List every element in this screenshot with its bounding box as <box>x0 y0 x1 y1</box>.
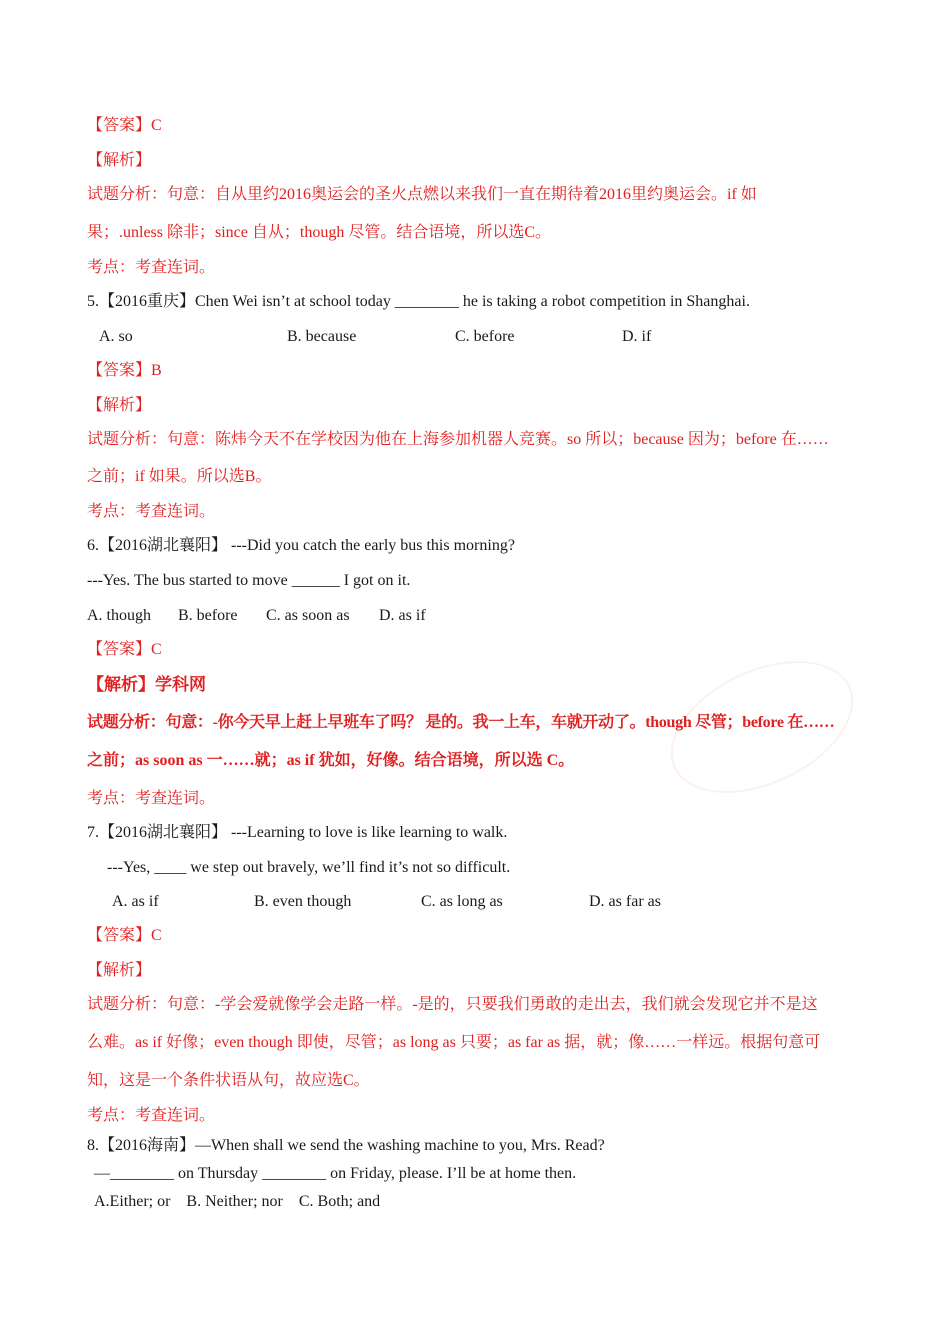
q5-answer: 【答案】B <box>87 362 162 379</box>
q6-analysis-line-2: 之前；as soon as 一……就；as if 犹如，好像。结合语境，所以选 C。 <box>87 752 575 769</box>
q6-analysis-line-1: 试题分析：句意：-你今天早上赶上早班车了吗？ 是的。我一上车，车就开动了。though 尽管；before 在…… <box>87 714 835 731</box>
q4-point: 考点：考查连词。 <box>87 259 216 276</box>
q6-stem: 6.【2016湖北襄阳】 ---Did you catch the early bus this morning? <box>87 537 515 554</box>
q7-analysis-line-3: 知，这是一个条件状语从句，故应选C。 <box>87 1072 370 1089</box>
q5-point: 考点：考查连词。 <box>87 503 216 520</box>
q8-stem-2: —________ on Thursday ________ on Friday, please. I’ll be at home then. <box>94 1165 577 1182</box>
q5-analysis-heading: 【解析】 <box>87 397 152 414</box>
q7-stem: 7.【2016湖北襄阳】 ---Learning to love is like learning to walk. <box>87 824 508 841</box>
q6-analysis-heading: 【解析】学科网 <box>87 675 206 694</box>
q7-option-c: C. as long as <box>421 893 503 910</box>
q5-analysis-line-2: 之前；if 如果。所以选B。 <box>87 468 272 485</box>
q4-analysis-line-2: 果；.unless 除非；since 自从；though 尽管。结合语境，所以选C。 <box>87 224 551 241</box>
q5-option-b: B. because <box>287 328 357 345</box>
q7-analysis-line-2: 么难。as if 好像；even though 即使，尽管；as long as 只要；as far as 据，就；像……一样远。根据句意可 <box>87 1034 821 1051</box>
q6-option-d: D. as if <box>379 607 426 624</box>
q7-option-b: B. even though <box>254 893 352 910</box>
q5-stem: 5.【2016重庆】Chen Wei isn’t at school today ________ he is taking a robot competition in Shanghai. <box>87 293 750 310</box>
q8-stem: 8.【2016海南】—When shall we send the washing machine to you, Mrs. Read? <box>87 1137 605 1154</box>
q6-option-c: C. as soon as <box>266 607 350 624</box>
q7-answer: 【答案】C <box>87 927 162 944</box>
q6-option-a: A. though <box>87 607 151 624</box>
q8-options: A.Either; or B. Neither; nor C. Both; and <box>94 1193 381 1210</box>
q6-answer: 【答案】C <box>87 641 162 658</box>
q5-option-c: C. before <box>455 328 515 345</box>
q4-analysis-heading: 【解析】 <box>87 152 152 169</box>
q6-option-b: B. before <box>178 607 238 624</box>
q7-option-a: A. as if <box>112 893 159 910</box>
q7-option-d: D. as far as <box>589 893 661 910</box>
q7-stem-2: ---Yes, ____ we step out bravely, we’ll find it’s not so difficult. <box>107 859 511 876</box>
q7-analysis-line-1: 试题分析：句意：-学会爱就像学会走路一样。-是的，只要我们勇敢的走出去，我们就会发现它并不是这 <box>87 996 818 1013</box>
q6-stem-2: ---Yes. The bus started to move ______ I got on it. <box>87 572 411 589</box>
q5-option-d: D. if <box>622 328 652 345</box>
q6-point: 考点：考查连词。 <box>87 790 216 807</box>
q4-answer: 【答案】C <box>87 117 162 134</box>
q7-point: 考点：考查连词。 <box>87 1107 216 1124</box>
q5-analysis-line-1: 试题分析：句意：陈炜今天不在学校因为他在上海参加机器人竞赛。so 所以；because 因为；before 在…… <box>87 431 829 448</box>
q7-analysis-heading: 【解析】 <box>87 962 152 979</box>
q5-option-a: A. so <box>99 328 133 345</box>
q4-analysis-line-1: 试题分析：句意：自从里约2016奥运会的圣火点燃以来我们一直在期待着2016里约奥运会。if 如 <box>87 186 757 203</box>
